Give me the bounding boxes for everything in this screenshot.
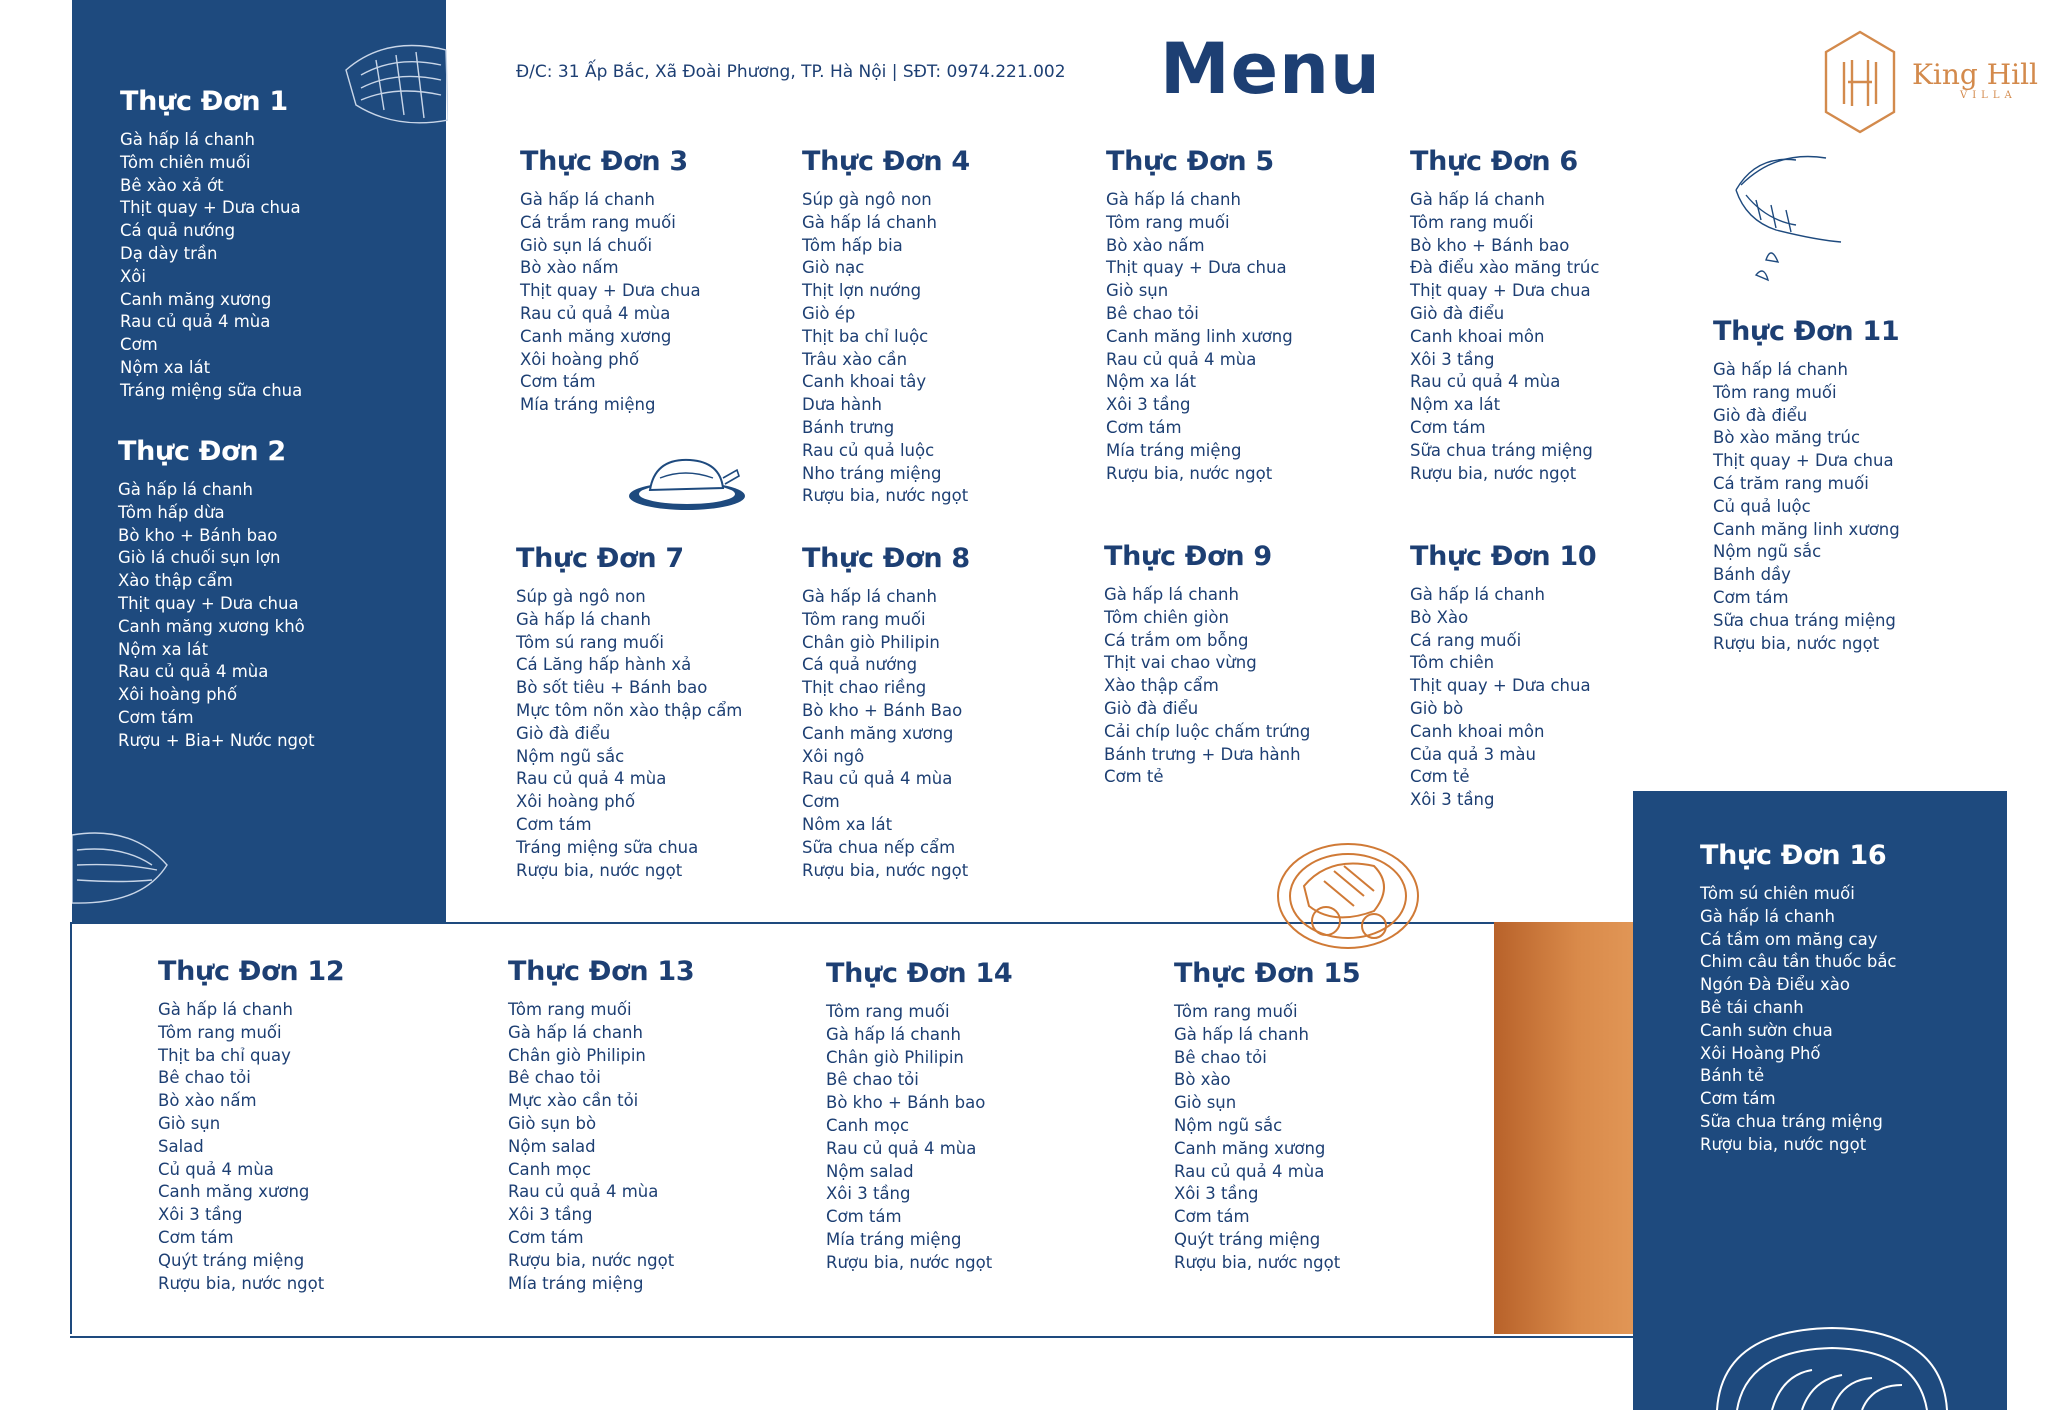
menu-item: Củ quả luộc [1713, 496, 1811, 516]
menu-item: Cơm tẻ [1104, 767, 1164, 787]
menu-item-list [120, 129, 302, 403]
menu-item: Cơm tám [1106, 417, 1182, 437]
menu-item: Tôm hấp bia [802, 235, 903, 255]
menu-item: Bò xào nấm [520, 258, 619, 278]
menu-item: Canh mọc [508, 1159, 592, 1179]
menu-item: Giò bò [1410, 698, 1464, 718]
menu-item: Nôm xa lát [802, 814, 893, 834]
menu-item: Cơm tám [158, 1227, 234, 1247]
menu-item: Nộm xa lát [120, 357, 211, 377]
menu-title: Thực Đơn 1 [120, 86, 288, 117]
menu-item: Thịt quay + Dưa chua [1106, 258, 1287, 278]
menu-14 [826, 958, 1012, 1275]
menu-title: Thực Đơn 11 [1713, 316, 1900, 347]
menu-item: Bò xào [1174, 1070, 1231, 1090]
menu-item: Tôm rang muối [826, 1002, 950, 1021]
menu-item: Gà hấp lá chanh [118, 480, 253, 499]
menu-item: Cơm tám [1700, 1089, 1776, 1109]
menu-item: Cá trắm rang muối [520, 212, 676, 232]
menu-item: Sữa chua tráng miệng [1713, 610, 1896, 630]
menu-item: Giò đà điểu [1104, 698, 1199, 718]
menu-title: Thực Đơn 10 [1410, 541, 1597, 572]
menu-item: Gà hấp lá chanh [826, 1024, 961, 1044]
menu-15 [1174, 958, 1360, 1275]
menu-item: Rượu bia, nước ngọt [1174, 1252, 1341, 1272]
menu-item: Gà hấp lá chanh [1410, 190, 1545, 209]
menu-item: Thịt chao riềng [802, 678, 927, 698]
menu-item-list [1713, 359, 1900, 655]
menu-item: Sữa chua nếp cẩm [802, 837, 956, 857]
menu-item: Xôi 3 tầng [826, 1184, 911, 1204]
menu-item: Canh măng xương [1174, 1138, 1326, 1158]
menu-item: Thịt ba chỉ luộc [802, 326, 929, 346]
menu-item: Rượu bia, nước ngọt [802, 486, 969, 506]
menu-item: Rượu bia, nước ngọt [1700, 1134, 1867, 1154]
menu-item: Nộm xa lát [1106, 372, 1197, 392]
menu-item: Thịt vai chao vừng [1104, 653, 1257, 673]
menu-item: Giò sụn lá chuối [520, 235, 653, 255]
menu-item: Rau củ quả 4 mùa [1174, 1161, 1325, 1181]
menu-item: Canh măng xương [520, 326, 672, 346]
menu-item-list [1106, 189, 1293, 485]
menu-item: Sữa chua tráng miệng [1700, 1111, 1883, 1131]
menu-item: Gà hấp lá chanh [1106, 190, 1241, 209]
menu-item: Bò kho + Bánh bao [118, 525, 278, 545]
menu-item-list [520, 189, 701, 417]
menu-item: Tôm rang muối [1713, 382, 1837, 402]
menu-item: Xào thập cẩm [1104, 676, 1219, 696]
menu-title: Thực Đơn 12 [158, 956, 345, 987]
menu-item: Rau củ quả 4 mùa [516, 769, 667, 789]
menu-item: Tráng miệng sữa chua [120, 380, 303, 400]
menu-item-list [158, 999, 344, 1295]
menu-item: Giò sụn [1106, 281, 1169, 301]
menu-16 [1700, 840, 1897, 1157]
menu-item: Giò đà điểu [516, 723, 611, 743]
menu-item: Tôm rang muối [1106, 212, 1230, 232]
menu-item: Rau củ quả 4 mùa [1410, 372, 1561, 392]
menu-13 [508, 956, 694, 1295]
menu-item-list [1104, 584, 1310, 789]
menu-item: Gà hấp lá chanh [520, 190, 655, 209]
menu-item: Rau củ quả 4 mùa [826, 1138, 977, 1158]
menu-item: Gà hấp lá chanh [158, 1000, 293, 1019]
menu-item: Nộm salad [508, 1136, 596, 1156]
menu-item: Sữa chua tráng miệng [1410, 440, 1593, 460]
menu-item: Cơm [802, 792, 840, 812]
menu-title: Thực Đơn 4 [802, 146, 970, 177]
menu-item: Canh khoai môn [1410, 721, 1545, 741]
menu-title: Thực Đơn 6 [1410, 146, 1578, 177]
brand-name: King Hill [1912, 58, 2039, 91]
menu-item: Canh khoai tây [802, 372, 927, 392]
menu-item: Xôi 3 tầng [1106, 395, 1191, 415]
menu-1 [120, 86, 302, 403]
menu-item: Xôi [120, 266, 146, 286]
menu-item: Rau củ quả 4 mùa [120, 312, 271, 332]
menu-item: Bánh tẻ [1700, 1066, 1765, 1086]
menu-item: Quýt tráng miệng [1174, 1229, 1321, 1249]
menu-item: Bò xào măng trúc [1713, 428, 1861, 448]
menu-item: Cơm [120, 335, 158, 355]
menu-item: Chân giò Philipin [508, 1045, 646, 1065]
menu-item: Xôi 3 tầng [1174, 1184, 1259, 1204]
menu-item: Thịt quay + Dưa chua [1410, 676, 1591, 696]
menu-6 [1410, 146, 1599, 485]
menu-title: Thực Đơn 2 [118, 436, 286, 467]
menu-item: Nộm xa lát [118, 639, 209, 659]
menu-item: Giò sụn bò [508, 1113, 597, 1133]
menu-item: Thịt quay + Dưa chua [1410, 281, 1591, 301]
menu-item: Canh măng linh xương [1713, 519, 1900, 539]
menu-item-list [1410, 189, 1599, 485]
menu-item: Cơm tám [508, 1227, 584, 1247]
menu-item: Bò kho + Bánh bao [826, 1093, 986, 1113]
menu-item: Gà hấp lá chanh [508, 1022, 643, 1042]
menu-item: Canh mọc [826, 1115, 910, 1135]
menu-item: Mực tôm nõn xào thập cẩm [516, 700, 743, 720]
menu-item: Bò Xào [1410, 607, 1469, 627]
menu-4 [802, 146, 970, 508]
menu-item: Tôm rang muối [1410, 212, 1534, 232]
menu-item-list [1700, 883, 1897, 1157]
menu-item: Canh măng xương [802, 723, 954, 743]
menu-item: Gà hấp lá chanh [1174, 1024, 1309, 1044]
menu-item: Nộm ngũ sắc [516, 746, 625, 766]
menu-item: Thịt quay + Dưa chua [520, 281, 701, 301]
menu-item: Tôm rang muối [802, 609, 926, 629]
menu-item: Bê chao tỏi [508, 1068, 601, 1088]
menu-item: Thịt ba chỉ quay [158, 1045, 291, 1065]
menu-item-list [1174, 1001, 1360, 1275]
kinghill-logo-icon [1822, 30, 1898, 134]
menu-item: Rượu bia, nước ngọt [508, 1250, 675, 1270]
menu-item: Xôi hoàng phố [520, 349, 640, 369]
menu-item: Tôm chiên [1410, 653, 1495, 673]
menu-item-list [1410, 584, 1596, 812]
menu-item: Bánh trưng + Dưa hành [1104, 744, 1301, 764]
menu-item: Rau củ quả luộc [802, 440, 935, 460]
menu-item: Rau củ quả 4 mùa [520, 303, 671, 323]
menu-item: Gà hấp lá chanh [1700, 906, 1835, 926]
menu-item: Cá rang muối [1410, 630, 1522, 650]
menu-item: Mía tráng miệng [1106, 440, 1242, 460]
menu-item: Của quả 3 màu [1410, 744, 1537, 764]
menu-item: Cá quả nướng [802, 655, 918, 675]
menu-item-list [802, 189, 970, 508]
menu-item: Súp gà ngô non [802, 190, 932, 209]
shrimp-sketch-icon [1716, 150, 1848, 285]
menu-item-list [516, 586, 742, 882]
menu-title: Thực Đơn 5 [1106, 146, 1274, 177]
menu-item-list [826, 1001, 1012, 1275]
menu-item: Tráng miệng sữa chua [516, 837, 699, 857]
menu-9 [1104, 541, 1310, 789]
menu-item: Thịt quay + Dưa chua [1713, 451, 1894, 471]
menu-item: Canh măng linh xương [1106, 326, 1293, 346]
menu-item: Xôi 3 tầng [158, 1205, 243, 1225]
menu-item: Nộm ngũ sắc [1713, 542, 1822, 562]
menu-item: Đà điểu xào măng trúc [1410, 258, 1600, 278]
menu-item: Bê chao tỏi [158, 1068, 251, 1088]
menu-item: Chim câu tần thuốc bắc [1700, 952, 1897, 972]
menu-item-list [508, 999, 694, 1295]
menu-item: Giò ép [802, 303, 856, 323]
menu-item: Giò lá chuối sụn lợn [118, 548, 281, 568]
menu-item: Rượu bia, nước ngọt [516, 860, 683, 880]
roast-chicken-icon [625, 448, 750, 514]
menu-title: Thực Đơn 14 [826, 958, 1013, 989]
menu-item: Cơm tám [118, 707, 194, 727]
fish-fillet-sketch-icon [72, 825, 172, 907]
menu-item: Mực xào cần tỏi [508, 1091, 639, 1111]
menu-item: Cơm tám [520, 372, 596, 392]
page-title: Menu [1160, 28, 1381, 110]
menu-item: Chân giò Philipin [826, 1047, 964, 1067]
menu-item: Salad [158, 1136, 204, 1156]
menu-item: Cá trắm om bỗng [1104, 630, 1249, 650]
menu-item: Ngón Đà Điểu xào [1700, 975, 1850, 995]
menu-item: Củ quả 4 mùa [158, 1159, 274, 1179]
menu-item: Cơm tám [1713, 587, 1789, 607]
menu-item: Giò đà điểu [1713, 405, 1808, 425]
menu-item: Súp gà ngô non [516, 587, 646, 606]
menu-item: Tôm chiên muối [120, 152, 251, 172]
menu-item: Thịt quay + Dưa chua [120, 198, 301, 218]
menu-item: Mía tráng miệng [520, 395, 656, 415]
menu-title: Thực Đơn 15 [1174, 958, 1361, 989]
menu-item: Gà hấp lá chanh [1713, 360, 1848, 379]
menu-item: Cơm tám [1410, 417, 1486, 437]
menu-item: Rau củ quả 4 mùa [1106, 349, 1257, 369]
menu-item: Gà hấp lá chanh [802, 587, 937, 606]
menu-item: Giò sụn [158, 1113, 221, 1133]
menu-item-list [118, 479, 315, 753]
menu-item: Thịt lợn nướng [802, 281, 922, 301]
menu-item: Quýt tráng miệng [158, 1250, 305, 1270]
menu-title: Thực Đơn 8 [802, 543, 970, 574]
menu-item: Giò nạc [802, 258, 865, 278]
menu-item: Canh măng xương [158, 1182, 310, 1202]
menu-item: Tôm rang muối [508, 1000, 632, 1019]
fish-sketch-icon [336, 30, 448, 140]
menu-item: Gà hấp lá chanh [802, 212, 937, 232]
menu-3 [520, 146, 701, 417]
menu-item: Tôm hấp dừa [118, 502, 225, 522]
menu-item: Bê xào xả ớt [120, 175, 224, 195]
menu-item: Rau củ quả 4 mùa [118, 662, 269, 682]
menu-item: Bò sốt tiêu + Bánh bao [516, 678, 708, 698]
brand-subtitle: VILLA [1960, 90, 2017, 101]
menu-item: Mía tráng miệng [508, 1273, 644, 1293]
menu-7 [516, 543, 742, 882]
menu-item: Chân giò Philipin [802, 632, 940, 652]
bottom-band-edge [70, 922, 72, 1334]
menu-8 [802, 543, 970, 882]
menu-item: Gà hấp lá chanh [1410, 585, 1545, 604]
menu-item: Cá tầm om măng cay [1700, 929, 1878, 949]
menu-item: Xôi Hoàng Phố [1700, 1043, 1821, 1063]
menu-item: Cá Lăng hấp hành xả [516, 655, 692, 675]
menu-item: Bê tái chanh [1700, 997, 1804, 1017]
menu-item: Xôi hoàng phố [118, 685, 238, 705]
menu-item: Xôi ngô [802, 746, 865, 766]
menu-item: Gà hấp lá chanh [120, 130, 255, 149]
menu-item: Xôi 3 tầng [508, 1205, 593, 1225]
bowl-sketch-icon [1712, 1320, 1952, 1410]
menu-item: Thịt quay + Dưa chua [118, 593, 299, 613]
menu-item: Xào thập cẩm [118, 571, 233, 591]
menu-5 [1106, 146, 1293, 485]
menu-item: Bò xào nấm [1106, 235, 1205, 255]
menu-item: Tôm rang muối [158, 1022, 282, 1042]
menu-item: Rượu bia, nước ngọt [1106, 463, 1273, 483]
menu-item: Nộm salad [826, 1161, 914, 1181]
menu-item: Rượu bia, nước ngọt [158, 1273, 325, 1293]
menu-title: Thực Đơn 16 [1700, 840, 1887, 871]
menu-item: Rượu bia, nước ngọt [802, 860, 969, 880]
grilled-platter-icon [1274, 826, 1422, 956]
menu-item: Canh măng xương khô [118, 616, 305, 636]
menu-item: Rượu bia, nước ngọt [826, 1252, 993, 1272]
menu-item: Tôm sú rang muối [516, 632, 664, 652]
menu-item: Giò sụn [1174, 1093, 1237, 1113]
menu-item: Bê chao tỏi [826, 1070, 919, 1090]
menu-item: Canh măng xương [120, 289, 272, 309]
menu-item: Cơm tám [516, 814, 592, 834]
menu-item: Bò kho + Bánh Bao [802, 700, 963, 720]
menu-11 [1713, 316, 1900, 655]
menu-item: Rượu bia, nước ngọt [1713, 633, 1880, 653]
menu-item: Trâu xào cần [802, 349, 908, 369]
menu-item: Bò xào nấm [158, 1091, 257, 1111]
menu-item: Rau củ quả 4 mùa [508, 1182, 659, 1202]
menu-title: Thực Đơn 7 [516, 543, 684, 574]
menu-item-list [802, 586, 970, 882]
menu-item: Bò kho + Bánh bao [1410, 235, 1570, 255]
menu-item: Mía tráng miệng [826, 1229, 962, 1249]
menu-item: Rau củ quả 4 mùa [802, 769, 953, 789]
menu-item: Canh khoai môn [1410, 326, 1545, 346]
menu-item: Dưa hành [802, 395, 883, 415]
menu-item: Tôm rang muối [1174, 1002, 1298, 1021]
menu-item: Xôi hoàng phố [516, 792, 636, 812]
menu-10 [1410, 541, 1596, 812]
menu-item: Dạ dày trần [120, 243, 218, 263]
menu-item: Nho tráng miệng [802, 463, 942, 483]
menu-item: Gà hấp lá chanh [1104, 585, 1239, 604]
menu-item: Gà hấp lá chanh [516, 609, 651, 629]
menu-item: Cơm tẻ [1410, 767, 1470, 787]
menu-item: Cá trăm rang muối [1713, 473, 1869, 493]
menu-item: Tôm sú chiên muối [1700, 884, 1855, 903]
menu-item: Canh sườn chua [1700, 1020, 1833, 1040]
menu-item: Xôi 3 tầng [1410, 790, 1495, 810]
menu-2 [118, 436, 315, 753]
orange-accent-block [1494, 922, 1634, 1334]
menu-item: Bánh dầy [1713, 565, 1791, 585]
menu-item: Bánh trưng [802, 417, 895, 437]
menu-item: Rượu bia, nước ngọt [1410, 463, 1577, 483]
menu-item: Nộm ngũ sắc [1174, 1115, 1283, 1135]
menu-title: Thực Đơn 3 [520, 146, 688, 177]
menu-item: Giò đà điểu [1410, 303, 1505, 323]
menu-title: Thực Đơn 9 [1104, 541, 1272, 572]
menu-item: Cơm tám [1174, 1207, 1250, 1227]
menu-item: Bê chao tỏi [1174, 1047, 1267, 1067]
menu-item: Cải chíp luộc chấm trứng [1104, 721, 1311, 741]
menu-item: Xôi 3 tầng [1410, 349, 1495, 369]
menu-item: Bê chao tỏi [1106, 303, 1199, 323]
menu-item: Rượu + Bia+ Nước ngọt [118, 730, 315, 750]
menu-title: Thực Đơn 13 [508, 956, 695, 987]
menu-12 [158, 956, 344, 1295]
menu-item: Tôm chiên giòn [1104, 607, 1229, 627]
menu-item: Cá quả nướng [120, 221, 236, 241]
menu-item: Cơm tám [826, 1207, 902, 1227]
menu-item: Nộm xa lát [1410, 395, 1501, 415]
address-phone-text: Đ/C: 31 Ấp Bắc, Xã Đoài Phương, TP. Hà Nội | SĐT: 0974.221.002 [516, 62, 1066, 82]
